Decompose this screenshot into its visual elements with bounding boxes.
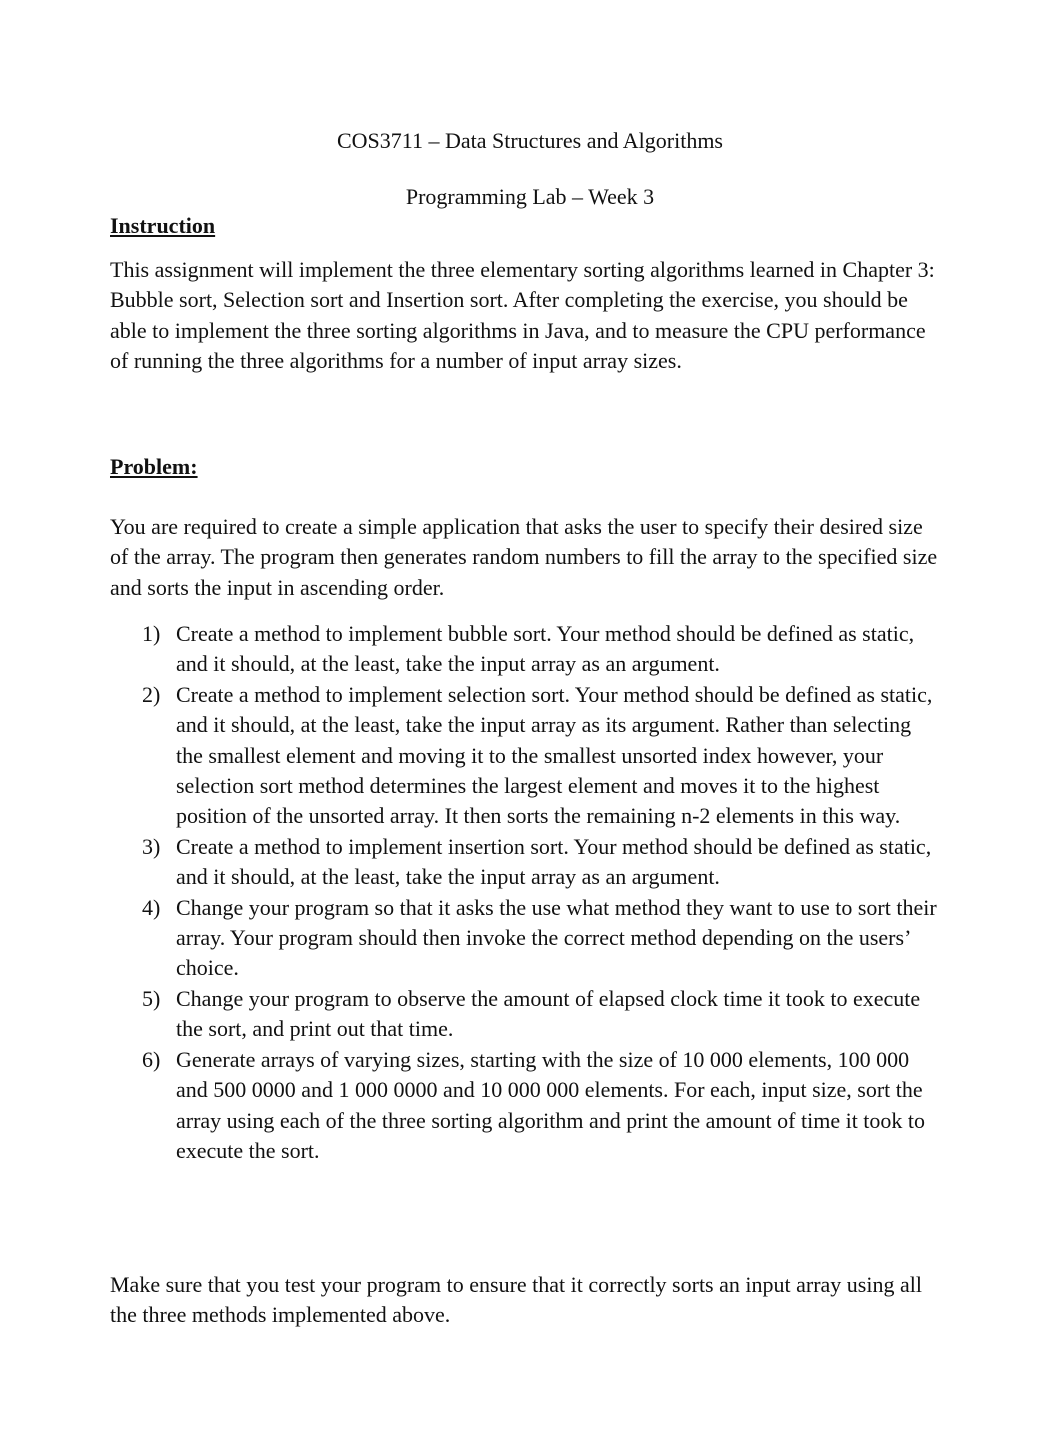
task-list (110, 619, 940, 1166)
task-number: 2) (142, 681, 161, 707)
problem-paragraph: You are required to create a simple application that asks the user to specify their desired size of the array. The program then generates random numbers to fill the array to the specified size and sorts the input in ascending order. (110, 514, 938, 600)
course-title: COS3711 – Data Structures and Algorithms (337, 128, 723, 153)
task-number: 5) (142, 985, 161, 1011)
task-text: Change your program to observe the amount of elapsed clock time it took to execute the sort, and print out that time. (176, 985, 921, 1042)
task-item (110, 893, 940, 984)
lab-title: Programming Lab – Week 3 (405, 184, 655, 209)
task-item (110, 984, 940, 1045)
task-text: Create a method to implement insertion sort. Your method should be defined as static, and it should, at the least, take the input array as an argument. (176, 833, 932, 890)
task-number: 4) (142, 894, 161, 920)
task-text: Change your program so that it asks the use what method they want to use to sort their array. Your program should then invoke the correct method depending on the users’ choice. (176, 894, 937, 981)
task-item (110, 680, 940, 832)
instruction-paragraph: This assignment will implement the three elementary sorting algorithms learned in Chapter 3: Bubble sort, Selection sort and Insertion sort. After completing the exercise, you should be able to implement the three sorting algorithms in Java, and to measure the CPU performance of running the three algorithms for a number of input array sizes. (110, 257, 935, 374)
problem-heading: Problem: (110, 454, 198, 479)
closing-paragraph: Make sure that you test your program to ensure that it correctly sorts an input array using all the three methods implemented above. (110, 1272, 922, 1328)
task-item (110, 619, 940, 680)
task-item (110, 832, 940, 893)
instruction-heading: Instruction (110, 213, 216, 238)
task-item (110, 1045, 940, 1167)
task-number: 6) (142, 1046, 161, 1072)
task-text: Create a method to implement selection sort. Your method should be defined as static, and it should, at the least, take the input array as its argument. Rather than selecting the smallest element and moving it to the smallest unsorted index however, your selection sort method determines the largest element and moves it to the highest position of the unsorted array. It then sorts the remaining n-2 elements in this way. (176, 681, 933, 829)
task-number: 3) (142, 833, 161, 859)
task-text: Create a method to implement bubble sort. Your method should be defined as static, and it should, at the least, take the input array as an argument. (176, 621, 915, 677)
task-number: 1) (142, 621, 161, 646)
task-text: Generate arrays of varying sizes, starting with the size of 10 000 elements, 100 000 and 500 0000 and 1 000 0000 and 10 000 000 elements. For each, input size, sort the array using each of the three sorting algorithm and print the amount of time it took to execute the sort. (176, 1046, 926, 1163)
